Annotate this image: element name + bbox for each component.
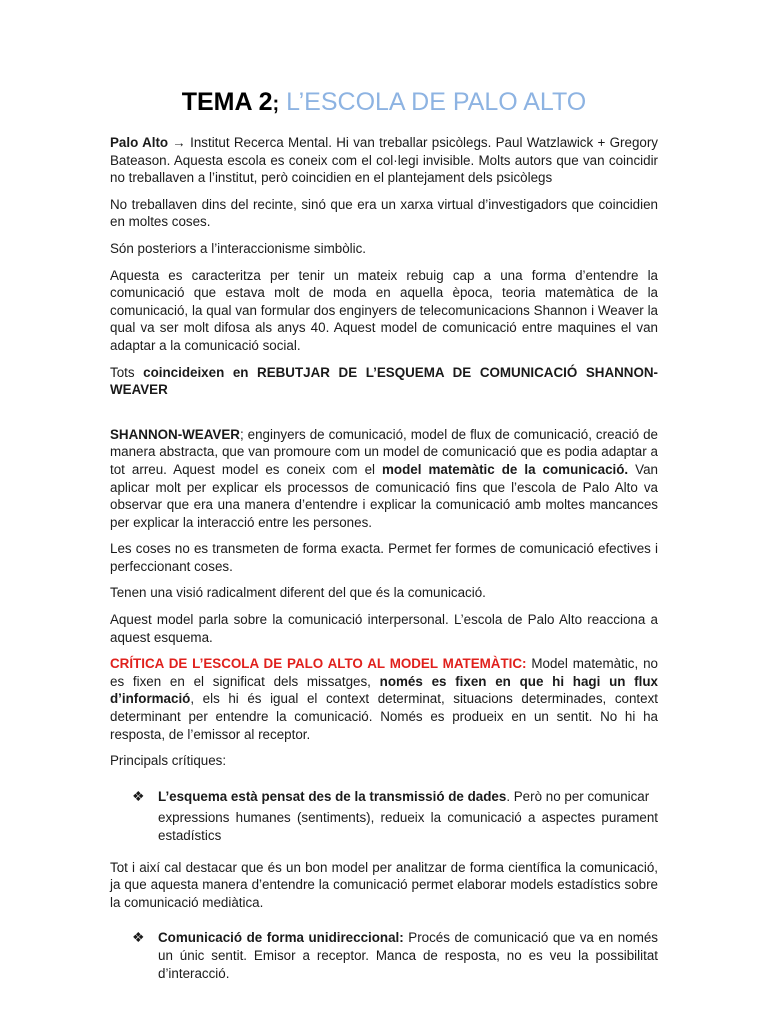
spacer <box>110 408 658 426</box>
palo-alto-label: Palo Alto → <box>110 135 191 150</box>
paragraph-bold: només es fixen en que hi hagi un flux d’informació <box>110 673 658 707</box>
paragraph-text: Institut Recerca Mental. Hi van treballar psicòlegs. Paul Watzlawick + Gregory Bateason. Aquesta escola es coneix com el col·legi invisible. Molts autors que van coincidir no treballaven a l’institut, però coincidien en el plantejament dels psicòlegs <box>110 135 658 186</box>
diamond-bullet-icon: ❖ <box>132 929 145 946</box>
paragraph-bold: L’esquema està pensat des de la transmissió de dades <box>158 788 507 804</box>
title-part2: ; <box>272 93 280 115</box>
paragraph-text: ; enginyers de comunicació, model de flux de comunicació, creació de manera abstracta, que van promoure com un model de comunicació que es podia adaptar a tot arreu. Aquest model es coneix com el <box>110 426 658 477</box>
list-item-text <box>158 788 658 806</box>
paragraph-transmission: Les coses no es transmeten de forma exacta. Permet fer formes de comunicació efectives i perfeccionant coses. <box>110 541 658 574</box>
paragraph-rejection: Aquesta es caracteritza per tenir un mateix rebuig cap a una forma d’entendre la comunicació que estava molt de moda en aquella època, teoria matemàtica de la comunicació, la qual van formular dos enginyers de telecomunicacions Shannon i Weaver la qual va ser molt difosa als anys 40. Aquest model de comunicació entre maquines el van adaptar a la comunicació social. <box>110 267 658 353</box>
list-item <box>110 788 658 845</box>
shannon-weaver-label: SHANNON-WEAVER <box>110 426 240 442</box>
paragraph-palo-alto <box>110 134 658 187</box>
paragraph-text: . Però no per comunicar <box>506 788 650 804</box>
list-item-continuation: expressions humanes (sentiments), redueix la comunicació a aspectes purament estadístics <box>158 810 658 843</box>
paragraph-network: No treballaven dins del recinte, sinó que era un xarxa virtual d’investigadors que coincidien en moltes coses. <box>110 196 658 230</box>
paragraph-shannon-weaver <box>110 426 658 532</box>
paragraph-critique <box>110 655 658 743</box>
paragraph-bold: model matemàtic de la comunicació. <box>382 461 629 477</box>
paragraph-text: Van aplicar molt per explicar els processos de comunicació fins que l’escola de Palo Alto va observar que era una manera d’entendre i explicar la comunicació amb moltes mancances per explicar la interacció entre les persones. <box>110 461 658 530</box>
title-part1: TEMA 2 <box>181 88 273 116</box>
paragraph-text: Tots <box>110 364 144 380</box>
paragraph-interpersonal: Aquest model parla sobre la comunicació interpersonal. L’escola de Palo Alto reacciona a aquest esquema. <box>110 612 658 645</box>
paragraph-scientific: Tot i així cal destacar que és un bon model per analitzar de forma científica la comunicació, ja que aquesta manera d’entendre la comunicació permet elaborar models estadístics sobre la comunicació mediàtica. <box>110 859 658 910</box>
paragraph-bold: coincideixen en REBUTJAR DE L’ESQUEMA DE COMUNICACIÓ SHANNON-WEAVER <box>110 364 659 398</box>
diamond-bullet-icon: ❖ <box>132 787 145 804</box>
paragraph-bold: Comunicació de forma unidireccional: <box>158 930 404 946</box>
list-item-text <box>158 929 658 982</box>
paragraph-principals: Principals crítiques: <box>110 753 227 769</box>
list-item <box>110 929 658 982</box>
critique-heading: CRÍTICA DE L’ESCOLA DE PALO ALTO AL MODEL MATEMÀTIC: <box>110 656 527 672</box>
paragraph-coincide <box>110 364 658 399</box>
paragraph-text: , els hi és igual el context determinat, situacions determinades, context determinant per entendre la comunicació. Només es produeix en un sentit. No hi ha resposta, de l’emissor al receptor. <box>110 691 658 742</box>
title-part3: L’ESCOLA DE PALO ALTO <box>279 88 587 116</box>
paragraph-text: Procés de comunicació que va en només un únic sentit. Emisor a receptor. Manca de resposta, no es veu la possibilitat d’interacció. <box>158 930 658 981</box>
paragraph-posterior: Són posteriors a l’interaccionisme simbòlic. <box>110 240 367 256</box>
page-title <box>110 86 658 120</box>
paragraph-text: Model matemàtic, no es fixen en el significat dels missatges, <box>110 656 658 689</box>
paragraph-vision: Tenen una visió radicalment diferent del que és la comunicació. <box>110 585 486 601</box>
